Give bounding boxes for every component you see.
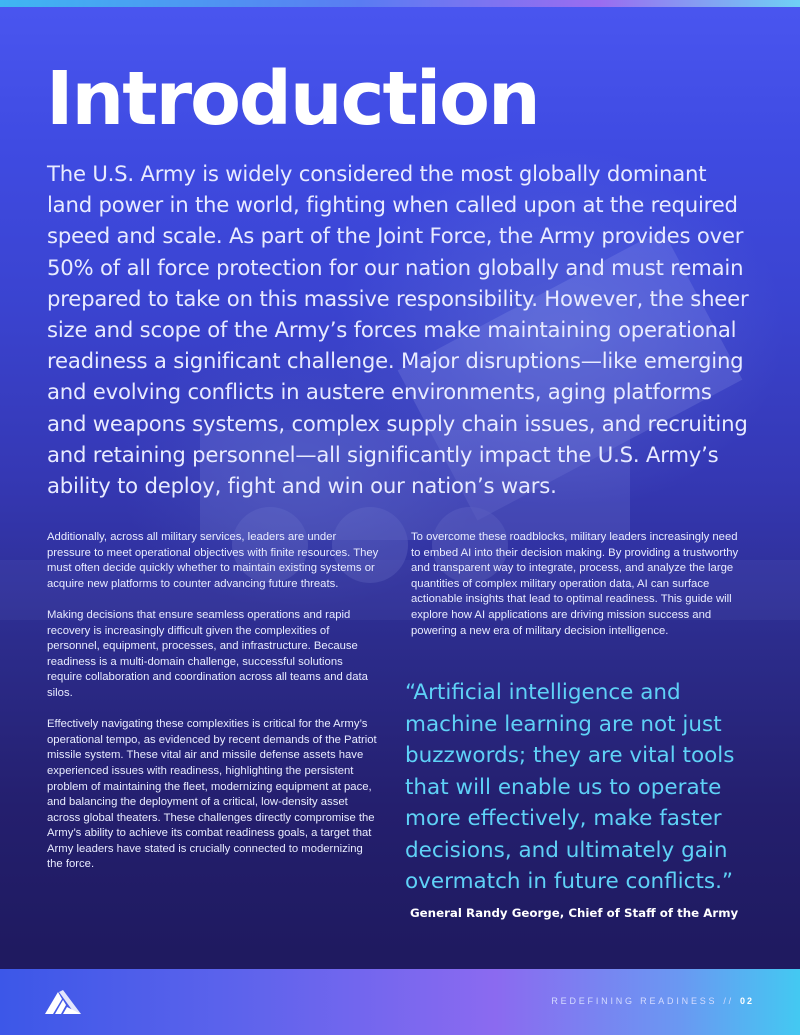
intro-paragraph: The U.S. Army is widely considered the most globally dominant land power in the world, fighting when called upon at the required speed and scale. As part of the Joint Force, the Army provides over 50% of all force protection for our nation globally and must remain prepared to take on this massive responsibility. However, the sheer size and scope of the Army’s forces make maintaining operational readiness a significant challenge. Major disruptions—like emerging and evolving conflicts in austere environments, aging platforms and weapons systems, complex supply chain issues, and recruiting and retaining personnel—all significantly impact the U.S. Army’s ability to deploy, fight and win our nation’s wars. <box>47 161 749 499</box>
page-title: Introduction <box>46 56 539 142</box>
right-column <box>411 530 746 655</box>
body-paragraph: Making decisions that ensure seamless operations and rapid recovery is increasingly difficult given the complexities of personnel, equipment, processes, and infrastructure. Because readiness is a multi-domain challenge, successful solutions require collaboration and coordination across all teams and data silos. <box>47 608 368 699</box>
body-paragraph: To overcome these roadblocks, military leaders increasingly need to embed AI into their decision making. By providing a trustworthy and transparent way to integrate, process, and analyze the large quantities of complex military operation data, AI can surface actionable insights that lead to optimal readiness. This guide will explore how AI applications are driving mission success and powering a new era of military decision intelligence. <box>411 531 739 637</box>
left-column <box>47 530 379 889</box>
footer-separator: // <box>723 996 734 1006</box>
quote-attribution: General Randy George, Chief of Staff of the Army <box>410 906 739 920</box>
page-number: 02 <box>739 996 754 1006</box>
footer-label <box>551 996 754 1006</box>
body-paragraph: Effectively navigating these complexities is critical for the Army’s operational tempo, as evidenced by recent demands of the Patriot missile system. These vital air and missile defense assets have experienced issues with readiness, highlighting the persistent problem of maintaining the fleet, modernizing equipment at pace, and balancing the deployment of a critical, low-density asset across global theaters. These challenges directly compromise the Army’s ability to achieve its combat readiness goals, a target that Army leaders have stated is crucially connected to modernizing the force. <box>47 718 377 871</box>
pull-quote: “Artificial intelligence and machine learning are not just buzzwords; they are vital tools that will enable us to operate more effectively, make faster decisions, and ultimately gain overmatch in future conflicts.” <box>405 680 735 894</box>
footer-section: REDEFINING READINESS <box>551 996 718 1006</box>
body-paragraph: Additionally, across all military services, leaders are under pressure to meet operational objectives with finite resources. They must often decide quickly whether to maintain existing systems or acquire new platforms to counter advancing future threats. <box>47 531 379 590</box>
triangle-stripes-logo-icon <box>45 990 81 1014</box>
